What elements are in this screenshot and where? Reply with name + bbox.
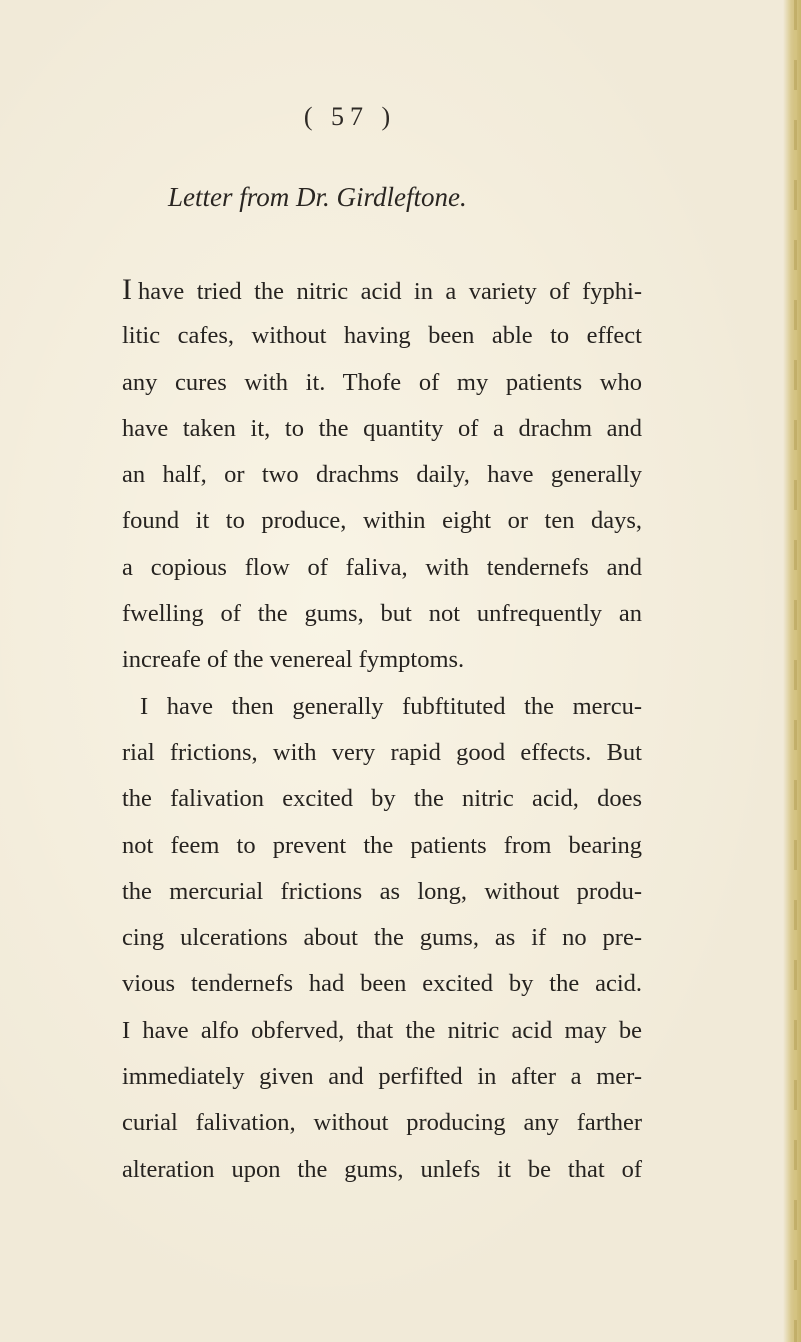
text-line-content: have tried the nitric acid in a variety of fyphi- xyxy=(138,278,642,305)
text-line: vious tendernefs had been excited by the acid. xyxy=(122,970,642,998)
text-line: a copious flow of faliva, with tendernefs and xyxy=(122,553,642,581)
text-line: the falivation excited by the nitric acid, does xyxy=(122,785,642,813)
text-line: cing ulcerations about the gums, as if no pre- xyxy=(122,924,642,952)
page-number: ( 57 ) xyxy=(303,102,397,131)
drop-initial: I xyxy=(122,273,132,306)
text-line xyxy=(122,267,642,313)
text-line: an half, or two drachms daily, have generally xyxy=(122,461,642,489)
text-line: have taken it, to the quantity of a drachm and xyxy=(122,414,642,442)
text-line: litic cafes, without having been able to effect xyxy=(122,322,642,350)
text-line: fwelling of the gums, but not unfrequently an xyxy=(122,600,642,628)
text-line: the mercurial frictions as long, without produ- xyxy=(122,877,642,905)
text-line: alteration upon the gums, unlefs it be that of xyxy=(122,1155,642,1183)
letter-title: Letter from Dr. Girdleftone. xyxy=(168,182,467,212)
text-line: found it to produce, within eight or ten days, xyxy=(122,507,642,535)
text-line: curial falivation, without producing any farther xyxy=(122,1109,642,1137)
text-line: increafe of the venereal fymptoms. xyxy=(122,646,465,674)
text-line: I have alfo obferved, that the nitric acid may be xyxy=(122,1016,642,1044)
page-edge-binding xyxy=(783,0,801,1342)
text-line: I have then generally fubftituted the mercu- xyxy=(140,692,642,720)
text-line: any cures with it. Thofe of my patients who xyxy=(122,368,642,396)
text-line: immediately given and perfifted in after a mer- xyxy=(122,1063,642,1091)
text-line: not feem to prevent the patients from bearing xyxy=(122,831,642,859)
text-line: rial frictions, with very rapid good effects. But xyxy=(122,738,642,766)
body-text xyxy=(122,267,642,1193)
